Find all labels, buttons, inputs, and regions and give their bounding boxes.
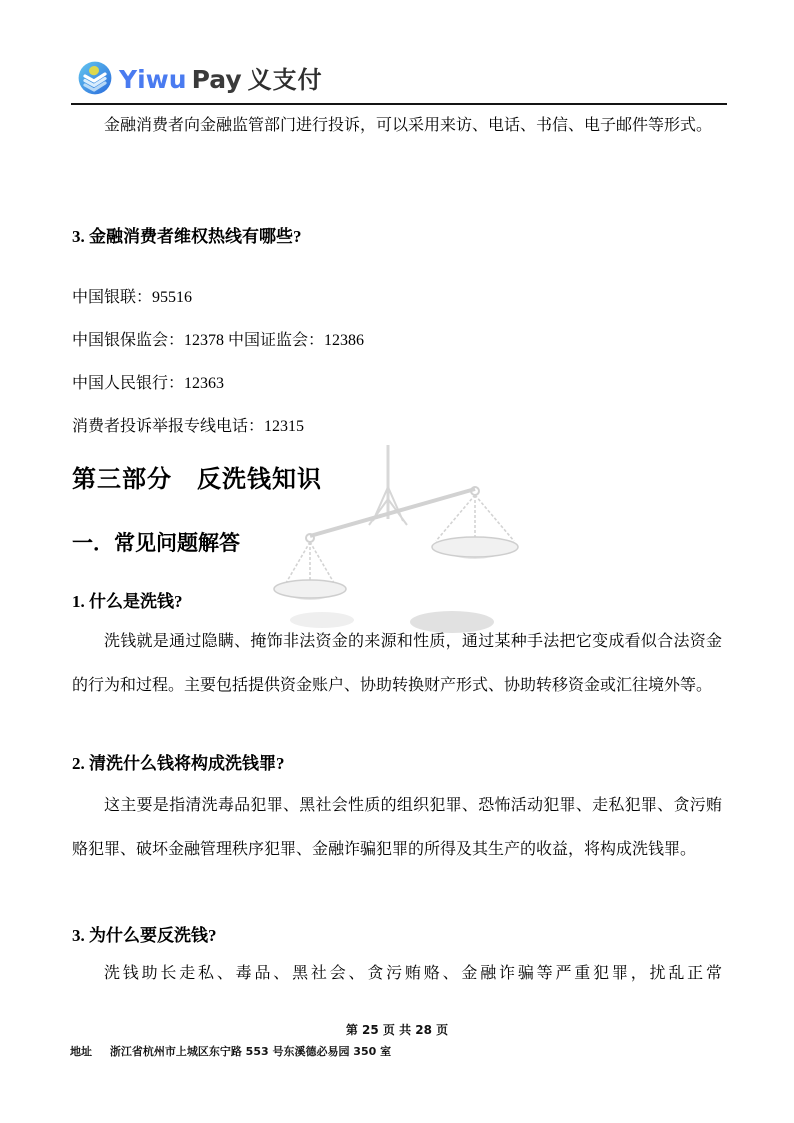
faq-answer-2: 这主要是指清洗毒品犯罪、黑社会性质的组织犯罪、恐怖活动犯罪、走私犯罪、贪污贿赂犯罪、破坏金融管理秩序犯罪、金融诈骗犯罪的所得及其生产的收益，将构成洗钱罪。 (72, 797, 722, 858)
hotline-unionpay: 中国银联：95516 (72, 289, 193, 306)
footer-address-value: 浙江省杭州市上城区东宁路 553 号东溪德必易园 350 室 (109, 1045, 392, 1058)
yiwupay-logo-text (119, 60, 323, 95)
faq-question-3: 3. 为什么要反洗钱? (72, 926, 217, 945)
faq-answer-1: 洗钱就是通过隐瞒、掩饰非法资金的来源和性质，通过某种手法把它变成看似合法资金的行为和过程。主要包括提供资金账户、协助转换财产形式、协助转移资金或汇往境外等。 (72, 633, 722, 694)
hotline-cbirc-csrc: 中国银保监会：12378 中国证监会：12386 (72, 332, 365, 349)
footer-address (70, 1043, 391, 1059)
header-divider (71, 103, 727, 105)
hotline-list (72, 276, 722, 448)
part-three-heading: 第三部分 反洗钱知识 (72, 465, 322, 493)
yiwupay-logo-icon (78, 61, 112, 95)
faq-answer-3: 洗钱助长走私、毒品、黑社会、贪污贿赂、金融诈骗等严重犯罪，扰乱正常 (104, 965, 722, 982)
faq-section-heading: 一．常见问题解答 (72, 531, 240, 555)
hotline-section-heading: 3. 金融消费者维权热线有哪些? (72, 227, 302, 246)
hotline-consumer-complaint: 消费者投诉举报专线电话：12315 (72, 418, 305, 435)
intro-paragraph: 金融消费者向金融监管部门进行投诉，可以采用来访、电话、书信、电子邮件等形式。 (104, 117, 713, 134)
logo-wordmark-yiwu: Yiwu (119, 65, 187, 94)
footer-address-label: 地址 (70, 1045, 92, 1058)
faq-question-1: 1. 什么是洗钱? (72, 592, 183, 611)
logo-wordmark-pay: Pay (191, 65, 242, 94)
faq-question-2: 2. 清洗什么钱将构成洗钱罪? (72, 754, 285, 773)
hotline-pboc: 中国人民银行：12363 (72, 375, 225, 392)
footer-page-number: 第 25 页 共 28 页 (345, 1023, 449, 1037)
yiwupay-logo (78, 60, 323, 95)
logo-wordmark-chinese: 义支付 (247, 66, 323, 94)
